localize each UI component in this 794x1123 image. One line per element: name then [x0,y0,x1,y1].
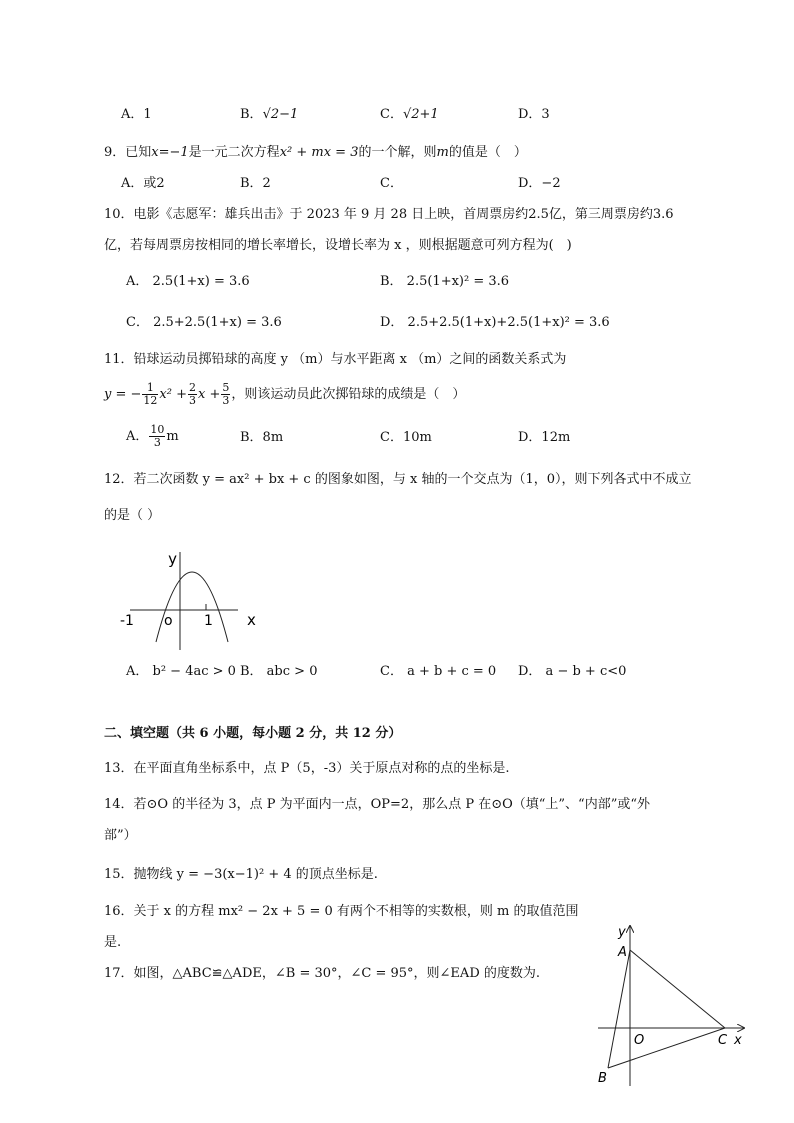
q11-line2 [104,380,465,410]
q10-line1: 10．电影《志愿军：雄兵出击》于 2023 年 9 月 28 日上映，首周票房约2.5亿，第三周票房约3.6 [104,207,674,222]
q8-option-d: D．3 [518,107,550,122]
q11-eq-mid1: x² + [159,387,187,402]
q10-line2: 亿，若每周票房按相同的增长率增长，设增长率为 x ，则根据题意可列方程为( ) [104,238,572,253]
q14-line1: 14．若⊙O 的半径为 3，点 P 为平面内一点，OP=2，那么点 P 在⊙O（填“上”、“内部”或“外 [104,797,651,812]
q17-point-b: B [598,1071,607,1086]
q17-point-c: C [718,1033,728,1048]
q16-line1: 16．关于 x 的方程 mx² − 2x + 5 = 0 有两个不相等的实数根，则 m 的取值范围 [104,904,579,919]
q11-frac2-num: 2 [188,381,196,394]
q9-var: m [436,145,449,160]
q11-option-a-den: 3 [153,436,161,449]
q9-option-c: C． [380,176,403,191]
q9-option-a: A．或2 [121,176,165,191]
q10-option-b: B． 2.5(1+x)² = 3.6 [380,274,510,289]
section-2-heading: 二、填空题（共 6 小题，每小题 2 分，共 12 分） [104,726,402,741]
q12-neg-one-label: -1 [120,613,134,629]
q15-text: 15．抛物线 y = −3(x−1)² + 4 的顶点坐标是. [104,867,378,882]
q12-line2: 的是（ ） [104,508,161,523]
q11-option-b: B．8m [240,430,284,445]
q9-stem [104,144,527,162]
q8-option-c-value: √2+1 [402,107,439,122]
q8-option-b-value: √2−1 [262,107,299,122]
q17-x-label: x [734,1033,742,1048]
q10-option-c: C． 2.5+2.5(1+x) = 3.6 [126,315,282,330]
q14-line2: 部”） [104,828,137,843]
q12-x-label: x [247,611,256,629]
q11-option-a [126,422,179,452]
q12-parabola-figure [110,542,270,657]
q12-option-c: C． a + b + c = 0 [380,664,497,679]
q11-eq-mid2: x + [197,387,221,402]
q12-option-a: A． b² − 4ac > 0 [126,664,236,679]
q11-option-a-num: 10 [150,423,165,436]
q16-line2: 是. [104,935,122,950]
q11-line1: 11．铅球运动员掷铅球的高度 y （m）与水平距离 x （m）之间的函数关系式为 [104,352,567,367]
q8-option-c [380,106,439,124]
q17-side-ab [608,950,630,1068]
q11-frac1-den: 12 [143,394,158,407]
q11-option-d: D．12m [518,430,571,445]
q11-frac3 [221,382,230,407]
q11-frac2-den: 3 [188,394,196,407]
q12-line1: 12．若二次函数 y = ax² + bx + c 的图象如图，与 x 轴的一个交点为（1，0），则下列各式中不成立 [104,472,692,487]
q12-origin-label: o [164,613,173,629]
q17-triangle-figure [588,920,758,1090]
q11-frac1-num: 1 [142,382,158,395]
q13-text: 13．在平面直角坐标系中，点 P（5，-3）关于原点对称的点的坐标是. [104,761,510,776]
q9-option-b: B．2 [240,176,271,191]
q9-equation: x² + mx = 3 [279,145,359,160]
q11-option-c: C．10m [380,430,432,445]
q10-option-d: D． 2.5+2.5(1+x)+2.5(1+x)² = 3.6 [380,315,610,330]
q12-option-b: B． abc > 0 [240,664,318,679]
q17-side-bc [608,1028,725,1068]
q11-frac2 [188,382,197,407]
q11-option-a-frac [149,424,165,449]
q11-option-a-label: A． [126,429,149,444]
q9-root: x=−1 [151,145,189,160]
q8-option-c-label: C． [380,107,403,122]
q12-pos-one-label: 1 [204,613,213,629]
q17-side-ac [630,950,725,1028]
q9-text-b: 是一元二次方程 [188,145,280,160]
q17-point-a: A [618,945,627,960]
q10-option-a: A． 2.5(1+x) = 3.6 [126,274,250,289]
q17-y-label: y [618,925,626,940]
q8-option-b-label: B． [240,107,263,122]
q8-option-a: A．1 [121,107,152,122]
q12-option-d: D． a − b + c<0 [518,664,627,679]
q11-frac3-num: 5 [222,381,230,394]
q8-option-b [240,106,298,124]
q12-parabola-curve [156,572,228,642]
q12-y-label: y [168,550,177,568]
q17-point-o: O [634,1033,645,1048]
q11-eq-prefix: y = − [104,387,142,402]
q11-frac3-den: 3 [222,394,230,407]
q17-text: 17．如图，△ABC≌△ADE，∠B = 30°，∠C = 95°，则∠EAD 的度数为. [104,966,541,981]
q11-line2-tail: ，则该运动员此次掷铅球的成绩是（ ） [231,387,466,402]
q11-option-a-unit: m [166,429,179,444]
q9-text-c: 的一个解，则 [358,145,437,160]
q9-text-d: 的值是（ ） [448,145,527,160]
q9-text-a: 9．已知 [104,145,152,160]
q11-frac1 [142,382,158,407]
q9-option-d: D．−2 [518,176,561,191]
